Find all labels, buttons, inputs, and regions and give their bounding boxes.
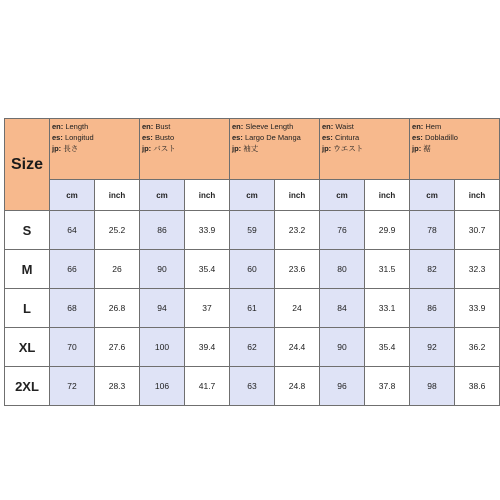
table-cell: 24 xyxy=(275,289,320,328)
table-cell: 26.8 xyxy=(95,289,140,328)
table-cell: 31.5 xyxy=(365,250,410,289)
table-cell: 29.9 xyxy=(365,211,410,250)
measure-header-length: en: Length es: Longitud jp: 長さ xyxy=(50,119,140,180)
table-cell: 84 xyxy=(320,289,365,328)
table-row xyxy=(5,367,500,406)
measure-header-sleeve-length: en: Sleeve Length es: Largo De Manga jp: 袖丈 xyxy=(230,119,320,180)
unit-header-inch: inch xyxy=(95,180,140,211)
table-cell: 27.6 xyxy=(95,328,140,367)
table-cell: 90 xyxy=(320,328,365,367)
table-cell: 24.4 xyxy=(275,328,320,367)
table-cell: 36.2 xyxy=(455,328,500,367)
size-label: M xyxy=(5,250,50,289)
table-cell: 64 xyxy=(50,211,95,250)
unit-header-inch: inch xyxy=(185,180,230,211)
measure-header-hem: en: Hem es: Dobladillo jp: 裾 xyxy=(410,119,500,180)
unit-header-cm: cm xyxy=(50,180,95,211)
table-cell: 86 xyxy=(140,211,185,250)
table-cell: 33.1 xyxy=(365,289,410,328)
table-cell: 24.8 xyxy=(275,367,320,406)
table-cell: 35.4 xyxy=(365,328,410,367)
table-cell: 33.9 xyxy=(185,211,230,250)
table-row xyxy=(5,289,500,328)
unit-header-row xyxy=(5,180,500,211)
table-cell: 25.2 xyxy=(95,211,140,250)
unit-header-cm: cm xyxy=(320,180,365,211)
table-row xyxy=(5,211,500,250)
table-cell: 30.7 xyxy=(455,211,500,250)
table-cell: 39.4 xyxy=(185,328,230,367)
table-cell: 100 xyxy=(140,328,185,367)
table-cell: 106 xyxy=(140,367,185,406)
measure-header-row xyxy=(5,119,500,180)
table-cell: 28.3 xyxy=(95,367,140,406)
table-cell: 32.3 xyxy=(455,250,500,289)
table-cell: 63 xyxy=(230,367,275,406)
measure-header-bust: en: Bust es: Busto jp: バスト xyxy=(140,119,230,180)
table-cell: 86 xyxy=(410,289,455,328)
table-cell: 37.8 xyxy=(365,367,410,406)
size-label: S xyxy=(5,211,50,250)
unit-header-inch: inch xyxy=(365,180,410,211)
unit-header-inch: inch xyxy=(275,180,320,211)
table-cell: 76 xyxy=(320,211,365,250)
size-label: XL xyxy=(5,328,50,367)
table-row xyxy=(5,328,500,367)
size-column-header: Size xyxy=(5,119,50,211)
table-cell: 35.4 xyxy=(185,250,230,289)
size-label: L xyxy=(5,289,50,328)
table-cell: 98 xyxy=(410,367,455,406)
measure-header-waist: en: Waist es: Cintura jp: ウエスト xyxy=(320,119,410,180)
unit-header-inch: inch xyxy=(455,180,500,211)
size-label: 2XL xyxy=(5,367,50,406)
table-cell: 59 xyxy=(230,211,275,250)
table-cell: 38.6 xyxy=(455,367,500,406)
table-cell: 90 xyxy=(140,250,185,289)
size-chart xyxy=(4,118,499,406)
table-cell: 72 xyxy=(50,367,95,406)
table-row xyxy=(5,250,500,289)
table-cell: 23.2 xyxy=(275,211,320,250)
table-cell: 82 xyxy=(410,250,455,289)
table-cell: 23.6 xyxy=(275,250,320,289)
table-cell: 78 xyxy=(410,211,455,250)
table-cell: 33.9 xyxy=(455,289,500,328)
size-chart-table xyxy=(4,118,500,406)
table-cell: 62 xyxy=(230,328,275,367)
unit-header-cm: cm xyxy=(410,180,455,211)
table-cell: 37 xyxy=(185,289,230,328)
unit-header-cm: cm xyxy=(230,180,275,211)
table-cell: 61 xyxy=(230,289,275,328)
unit-header-cm: cm xyxy=(140,180,185,211)
table-cell: 96 xyxy=(320,367,365,406)
table-cell: 70 xyxy=(50,328,95,367)
table-cell: 80 xyxy=(320,250,365,289)
table-cell: 94 xyxy=(140,289,185,328)
table-cell: 92 xyxy=(410,328,455,367)
table-cell: 68 xyxy=(50,289,95,328)
table-cell: 26 xyxy=(95,250,140,289)
table-cell: 60 xyxy=(230,250,275,289)
table-cell: 66 xyxy=(50,250,95,289)
table-cell: 41.7 xyxy=(185,367,230,406)
